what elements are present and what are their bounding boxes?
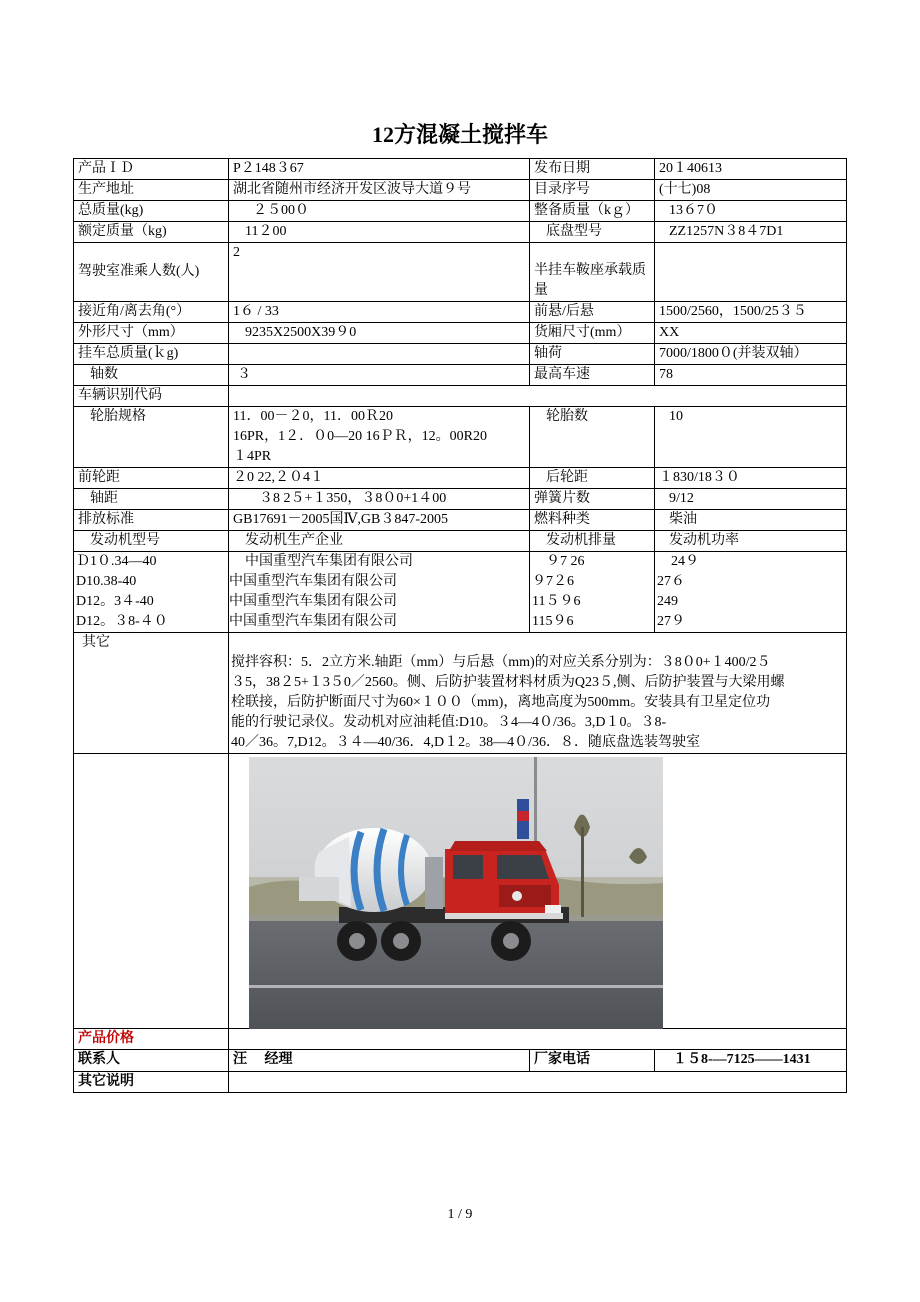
value-cell: P２148３67 <box>229 159 530 180</box>
table-row <box>74 489 847 510</box>
mixer-truck-image <box>249 757 663 1029</box>
truck-photo <box>249 757 663 1029</box>
phone-value: １５8-—7125——1431 <box>655 1050 847 1072</box>
engine-displacement: ９7２6 <box>532 574 574 589</box>
contact-label: 联系人 <box>74 1050 229 1072</box>
value-cell: 78 <box>655 365 847 386</box>
other-text-cell <box>229 633 847 754</box>
table-row <box>74 1029 847 1050</box>
value-cell: ２５00０ <box>229 201 530 222</box>
value-cell: XX <box>655 323 847 344</box>
label-cell: 其它 <box>74 633 229 754</box>
table-row <box>74 302 847 323</box>
contact-name: 汪 经理 <box>229 1050 530 1072</box>
engine-displacement: 11５９6 <box>532 594 581 609</box>
label-cell: 发动机生产企业 <box>229 531 530 552</box>
engine-maker: 中国重型汽车集团有限公司 <box>229 594 397 609</box>
tire-spec-line: １4PR <box>233 449 272 464</box>
tire-spec-line: 11．00－２0，11．00Ｒ20 <box>233 409 393 424</box>
value-cell: 7000/1800０(并装双轴） <box>655 344 847 365</box>
label-cell: 轮胎规格 <box>74 407 229 468</box>
table-row <box>74 344 847 365</box>
table-row <box>74 633 847 754</box>
value-cell <box>229 344 530 365</box>
price-value <box>229 1029 847 1050</box>
value-cell: 11２00 <box>229 222 530 243</box>
engine-maker: 中国重型汽车集团有限公司 <box>245 554 413 569</box>
notes-value <box>229 1072 847 1093</box>
table-row <box>74 407 847 468</box>
engine-models-cell <box>74 552 229 633</box>
label-cell: 轴距 <box>74 489 229 510</box>
value-cell: 2 <box>229 243 530 302</box>
engine-model: D12。３8-４０ <box>76 614 168 629</box>
table-row <box>74 201 847 222</box>
label-cell: 额定质量（kg) <box>74 222 229 243</box>
tire-spec-line: 16PR，1２．０0—20 16ＰＲ，12。00R20 <box>233 429 487 444</box>
other-text-line: 能的行驶记录仪。发动机对应油耗值:D10。３4—4０/36。3,D１0。３8- <box>231 715 667 730</box>
label-cell: 燃料种类 <box>530 510 655 531</box>
table-row <box>74 222 847 243</box>
table-row <box>74 323 847 344</box>
table-row <box>74 1072 847 1093</box>
label-cell: 货厢尺寸(mm） <box>530 323 655 344</box>
value-cell: ３ <box>229 365 530 386</box>
value-cell: (十七)08 <box>655 180 847 201</box>
value-cell: 1500/2560，1500/25３５ <box>655 302 847 323</box>
other-text-line: ３5，38２5+１3５0／2560。侧、后防护装置材料材质为Q23５,侧、后防护装置与大梁用螺 <box>231 675 785 690</box>
label-cell: 整备质量（kｇ） <box>530 201 655 222</box>
label-cell: 半挂车鞍座承载质量 <box>530 243 655 302</box>
label-cell: 排放标准 <box>74 510 229 531</box>
engine-power: 27６ <box>657 574 685 589</box>
other-text-line: 40／36。7,D12。３４—40/36．4,D１2。38—4０/36．８．随底盘选装驾驶室 <box>231 735 700 750</box>
label-cell: 生产地址 <box>74 180 229 201</box>
notes-label: 其它说明 <box>74 1072 229 1093</box>
label-cell: 弹簧片数 <box>530 489 655 510</box>
value-cell: 20１40613 <box>655 159 847 180</box>
engine-power: 249 <box>657 594 678 609</box>
label-cell: 最高车速 <box>530 365 655 386</box>
table-row <box>74 365 847 386</box>
value-cell: 9/12 <box>655 489 847 510</box>
table-row <box>74 510 847 531</box>
value-cell: 9235X2500X39９0 <box>229 323 530 344</box>
table-row <box>74 386 847 407</box>
engine-displacement: 115９6 <box>532 614 574 629</box>
table-row <box>74 180 847 201</box>
engine-makers-cell <box>229 552 530 633</box>
value-cell <box>229 407 530 468</box>
photo-label-cell <box>74 754 229 1029</box>
value-cell: 1６ / 33 <box>229 302 530 323</box>
label-cell: 轴荷 <box>530 344 655 365</box>
other-text-line: 栓联接，后防护断面尺寸为60×１００（mm)，离地高度为500mm。安装具有卫星定位功 <box>231 695 771 710</box>
engine-maker: 中国重型汽车集团有限公司 <box>229 574 397 589</box>
value-cell: 湖北省随州市经济开发区波导大道９号 <box>229 180 530 201</box>
label-cell: 前轮距 <box>74 468 229 489</box>
label-cell: 发布日期 <box>530 159 655 180</box>
label-cell: 总质量(kg) <box>74 201 229 222</box>
engine-displacement-cell <box>530 552 655 633</box>
price-label: 产品价格 <box>74 1029 229 1050</box>
value-cell <box>229 386 847 407</box>
label-cell: 接近角/离去角(°） <box>74 302 229 323</box>
other-text-line: 搅拌容积：5．2立方米.轴距（mm）与后悬（mm)的对应关系分别为：３8０0+１400/2５ <box>231 655 771 670</box>
engine-power: 24９ <box>671 554 699 569</box>
value-cell: 13６7０ <box>655 201 847 222</box>
label-cell: 目录序号 <box>530 180 655 201</box>
page-title: 12方混凝土搅拌车 <box>371 122 548 147</box>
engine-displacement: ９7 26 <box>546 554 585 569</box>
table-row <box>74 552 847 633</box>
table-row <box>74 531 847 552</box>
label-cell: 车辆识别代码 <box>74 386 229 407</box>
label-cell: 发动机型号 <box>74 531 229 552</box>
table-row <box>74 1050 847 1072</box>
engine-model: Ｄ1０.34—40 <box>76 554 157 569</box>
engine-power-cell <box>655 552 847 633</box>
value-cell <box>655 243 847 302</box>
label-cell: 后轮距 <box>530 468 655 489</box>
engine-model: D10.38-40 <box>76 574 137 589</box>
label-cell: 外形尺寸（mm） <box>74 323 229 344</box>
label-cell: 轴数 <box>74 365 229 386</box>
value-cell: 10 <box>655 407 847 468</box>
value-cell: 柴油 <box>655 510 847 531</box>
value-cell: ZZ1257N３8４7D1 <box>655 222 847 243</box>
engine-model: D12。3４-40 <box>76 594 154 609</box>
value-cell: ２0 22,２０4１ <box>229 468 530 489</box>
value-cell: ３8 2５+１350，３8０0+1４00 <box>229 489 530 510</box>
label-cell: 产品ＩＤ <box>74 159 229 180</box>
label-cell: 发动机功率 <box>655 531 847 552</box>
phone-label: 厂家电话 <box>530 1050 655 1072</box>
engine-maker: 中国重型汽车集团有限公司 <box>229 614 397 629</box>
value-cell: GB17691－2005国Ⅳ,GB３847-2005 <box>229 510 530 531</box>
label-cell: 挂车总质量(ｋg) <box>74 344 229 365</box>
engine-power: 27９ <box>657 614 685 629</box>
value-cell: １830/18３０ <box>655 468 847 489</box>
table-row <box>74 159 847 180</box>
label-cell: 驾驶室准乘人数(人) <box>74 243 229 302</box>
label-cell: 底盘型号 <box>530 222 655 243</box>
label-cell: 前悬/后悬 <box>530 302 655 323</box>
label-cell: 发动机排量 <box>530 531 655 552</box>
page-number: 1 / 9 <box>447 1207 473 1222</box>
label-cell: 轮胎数 <box>530 407 655 468</box>
table-row <box>74 468 847 489</box>
table-row <box>74 243 847 302</box>
